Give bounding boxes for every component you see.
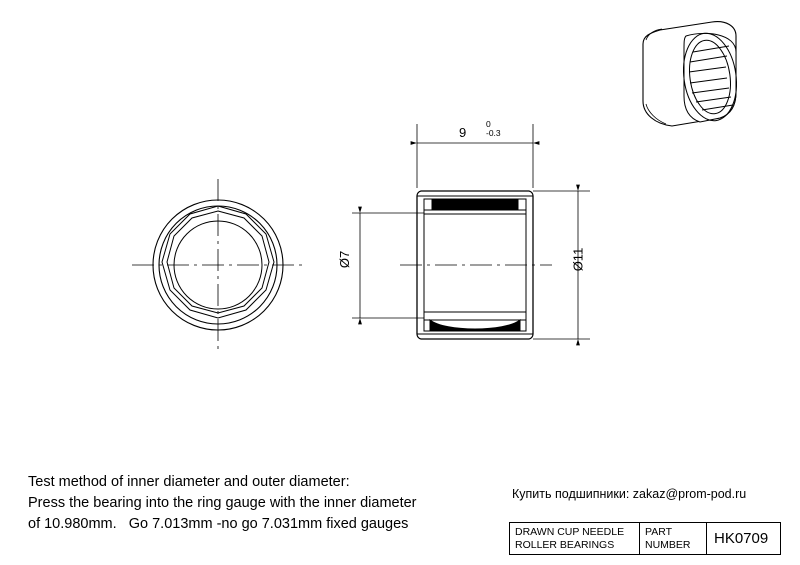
test-method-note: [28, 472, 417, 535]
dimension-width-tolerance: [486, 120, 501, 138]
title-block: [509, 522, 781, 555]
part-description-cell: [510, 523, 640, 554]
isometric-view: [643, 22, 742, 126]
note-line-2: Press the bearing into the ring gauge with the inner diameter: [28, 495, 417, 511]
part-number-label-line-1: PART: [645, 525, 673, 538]
tolerance-upper: 0: [486, 119, 491, 129]
front-end-view: [132, 179, 304, 351]
part-number-label-cell: [640, 523, 707, 554]
dimension-lines: [352, 124, 590, 339]
part-number-label-line-2: NUMBER: [645, 538, 691, 551]
dimension-width-value: 9: [459, 125, 467, 140]
promo-contact-text: Купить подшипники: zakaz@prom-pod.ru: [512, 487, 747, 501]
part-description-line-1: DRAWN CUP NEEDLE: [515, 525, 625, 538]
dimension-bore-label: Ø7: [337, 250, 353, 269]
note-line-3: of 10.980mm. Go 7.013mm -no go 7.031mm fixed gauges: [28, 516, 409, 532]
note-line-1: Test method of inner diameter and outer diameter:: [28, 474, 350, 490]
part-number-value: HK0709: [714, 530, 769, 547]
tolerance-lower: -0.3: [486, 128, 501, 138]
part-description-line-2: ROLLER BEARINGS: [515, 538, 615, 551]
dimension-outer-label: Ø11: [570, 247, 586, 272]
